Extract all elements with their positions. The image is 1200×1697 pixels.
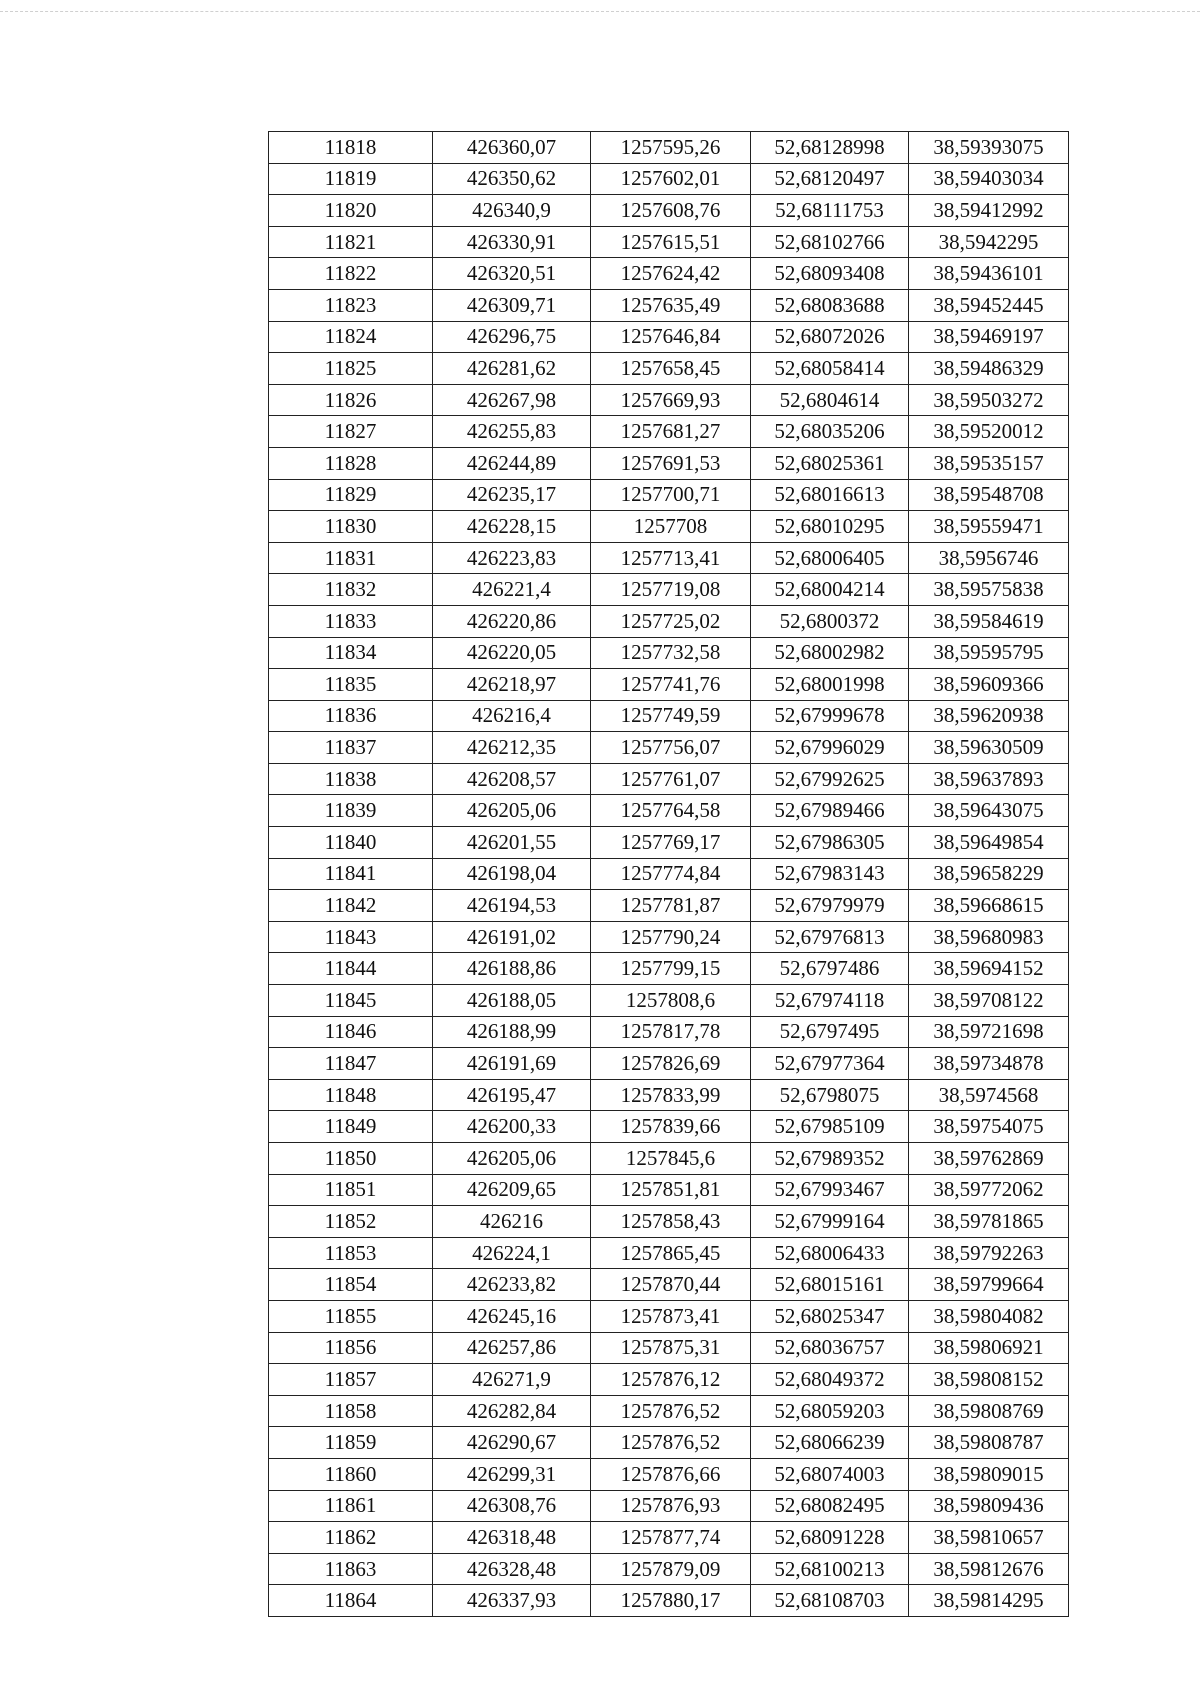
table-row bbox=[269, 511, 1069, 543]
table-row bbox=[269, 953, 1069, 985]
latitude-cell: 52,68091228 bbox=[751, 1522, 909, 1554]
y-coordinate-cell: 1257700,71 bbox=[591, 479, 751, 511]
point-number-cell: 11851 bbox=[269, 1174, 433, 1206]
longitude-cell: 38,59808152 bbox=[909, 1364, 1069, 1396]
table-row bbox=[269, 1458, 1069, 1490]
x-coordinate-cell: 426212,35 bbox=[433, 732, 591, 764]
x-coordinate-cell: 426201,55 bbox=[433, 827, 591, 859]
longitude-cell: 38,59520012 bbox=[909, 416, 1069, 448]
table-row bbox=[269, 447, 1069, 479]
y-coordinate-cell: 1257761,07 bbox=[591, 763, 751, 795]
latitude-cell: 52,67993467 bbox=[751, 1174, 909, 1206]
x-coordinate-cell: 426299,31 bbox=[433, 1458, 591, 1490]
longitude-cell: 38,59575838 bbox=[909, 574, 1069, 606]
longitude-cell: 38,59810657 bbox=[909, 1522, 1069, 1554]
x-coordinate-cell: 426209,65 bbox=[433, 1174, 591, 1206]
table-row bbox=[269, 1300, 1069, 1332]
point-number-cell: 11833 bbox=[269, 605, 433, 637]
table-row bbox=[269, 479, 1069, 511]
latitude-cell: 52,68049372 bbox=[751, 1364, 909, 1396]
y-coordinate-cell: 1257713,41 bbox=[591, 542, 751, 574]
point-number-cell: 11857 bbox=[269, 1364, 433, 1396]
x-coordinate-cell: 426267,98 bbox=[433, 384, 591, 416]
table-row bbox=[269, 669, 1069, 701]
y-coordinate-cell: 1257741,76 bbox=[591, 669, 751, 701]
latitude-cell: 52,68001998 bbox=[751, 669, 909, 701]
x-coordinate-cell: 426205,06 bbox=[433, 795, 591, 827]
x-coordinate-cell: 426308,76 bbox=[433, 1490, 591, 1522]
point-number-cell: 11855 bbox=[269, 1300, 433, 1332]
y-coordinate-cell: 1257774,84 bbox=[591, 858, 751, 890]
table-row bbox=[269, 700, 1069, 732]
table-row bbox=[269, 763, 1069, 795]
longitude-cell: 38,59809436 bbox=[909, 1490, 1069, 1522]
table-row bbox=[269, 1237, 1069, 1269]
table-row bbox=[269, 985, 1069, 1017]
y-coordinate-cell: 1257877,74 bbox=[591, 1522, 751, 1554]
x-coordinate-cell: 426360,07 bbox=[433, 132, 591, 164]
table-row bbox=[269, 289, 1069, 321]
point-number-cell: 11845 bbox=[269, 985, 433, 1017]
point-number-cell: 11847 bbox=[269, 1048, 433, 1080]
x-coordinate-cell: 426223,83 bbox=[433, 542, 591, 574]
point-number-cell: 11854 bbox=[269, 1269, 433, 1301]
x-coordinate-cell: 426220,86 bbox=[433, 605, 591, 637]
latitude-cell: 52,6798075 bbox=[751, 1079, 909, 1111]
table-row bbox=[269, 1174, 1069, 1206]
latitude-cell: 52,68035206 bbox=[751, 416, 909, 448]
latitude-cell: 52,67992625 bbox=[751, 763, 909, 795]
longitude-cell: 38,59781865 bbox=[909, 1206, 1069, 1238]
longitude-cell: 38,59393075 bbox=[909, 132, 1069, 164]
longitude-cell: 38,59620938 bbox=[909, 700, 1069, 732]
longitude-cell: 38,59792263 bbox=[909, 1237, 1069, 1269]
longitude-cell: 38,59412992 bbox=[909, 195, 1069, 227]
x-coordinate-cell: 426188,86 bbox=[433, 953, 591, 985]
latitude-cell: 52,68102766 bbox=[751, 226, 909, 258]
table-row bbox=[269, 353, 1069, 385]
y-coordinate-cell: 1257708 bbox=[591, 511, 751, 543]
latitude-cell: 52,6800372 bbox=[751, 605, 909, 637]
point-number-cell: 11852 bbox=[269, 1206, 433, 1238]
point-number-cell: 11839 bbox=[269, 795, 433, 827]
y-coordinate-cell: 1257624,42 bbox=[591, 258, 751, 290]
point-number-cell: 11844 bbox=[269, 953, 433, 985]
x-coordinate-cell: 426194,53 bbox=[433, 890, 591, 922]
longitude-cell: 38,59799664 bbox=[909, 1269, 1069, 1301]
x-coordinate-cell: 426235,17 bbox=[433, 479, 591, 511]
x-coordinate-cell: 426244,89 bbox=[433, 447, 591, 479]
point-number-cell: 11819 bbox=[269, 163, 433, 195]
point-number-cell: 11820 bbox=[269, 195, 433, 227]
point-number-cell: 11849 bbox=[269, 1111, 433, 1143]
longitude-cell: 38,59694152 bbox=[909, 953, 1069, 985]
longitude-cell: 38,59754075 bbox=[909, 1111, 1069, 1143]
point-number-cell: 11862 bbox=[269, 1522, 433, 1554]
point-number-cell: 11840 bbox=[269, 827, 433, 859]
y-coordinate-cell: 1257833,99 bbox=[591, 1079, 751, 1111]
coordinate-table bbox=[268, 131, 1069, 1617]
latitude-cell: 52,68072026 bbox=[751, 321, 909, 353]
x-coordinate-cell: 426296,75 bbox=[433, 321, 591, 353]
x-coordinate-cell: 426245,16 bbox=[433, 1300, 591, 1332]
latitude-cell: 52,68120497 bbox=[751, 163, 909, 195]
longitude-cell: 38,59762869 bbox=[909, 1143, 1069, 1175]
latitude-cell: 52,67999678 bbox=[751, 700, 909, 732]
latitude-cell: 52,68093408 bbox=[751, 258, 909, 290]
point-number-cell: 11846 bbox=[269, 1016, 433, 1048]
latitude-cell: 52,68083688 bbox=[751, 289, 909, 321]
point-number-cell: 11826 bbox=[269, 384, 433, 416]
y-coordinate-cell: 1257873,41 bbox=[591, 1300, 751, 1332]
longitude-cell: 38,59609366 bbox=[909, 669, 1069, 701]
y-coordinate-cell: 1257769,17 bbox=[591, 827, 751, 859]
x-coordinate-cell: 426318,48 bbox=[433, 1522, 591, 1554]
table-row bbox=[269, 1553, 1069, 1585]
longitude-cell: 38,59469197 bbox=[909, 321, 1069, 353]
latitude-cell: 52,68002982 bbox=[751, 637, 909, 669]
x-coordinate-cell: 426233,82 bbox=[433, 1269, 591, 1301]
y-coordinate-cell: 1257876,93 bbox=[591, 1490, 751, 1522]
point-number-cell: 11827 bbox=[269, 416, 433, 448]
longitude-cell: 38,59680983 bbox=[909, 921, 1069, 953]
longitude-cell: 38,59814295 bbox=[909, 1585, 1069, 1617]
latitude-cell: 52,68016613 bbox=[751, 479, 909, 511]
x-coordinate-cell: 426271,9 bbox=[433, 1364, 591, 1396]
latitude-cell: 52,67999164 bbox=[751, 1206, 909, 1238]
point-number-cell: 11856 bbox=[269, 1332, 433, 1364]
point-number-cell: 11822 bbox=[269, 258, 433, 290]
longitude-cell: 38,59452445 bbox=[909, 289, 1069, 321]
y-coordinate-cell: 1257691,53 bbox=[591, 447, 751, 479]
x-coordinate-cell: 426216,4 bbox=[433, 700, 591, 732]
longitude-cell: 38,59403034 bbox=[909, 163, 1069, 195]
table-row bbox=[269, 574, 1069, 606]
point-number-cell: 11824 bbox=[269, 321, 433, 353]
latitude-cell: 52,68128998 bbox=[751, 132, 909, 164]
longitude-cell: 38,59595795 bbox=[909, 637, 1069, 669]
longitude-cell: 38,59548708 bbox=[909, 479, 1069, 511]
table-row bbox=[269, 321, 1069, 353]
longitude-cell: 38,59486329 bbox=[909, 353, 1069, 385]
x-coordinate-cell: 426205,06 bbox=[433, 1143, 591, 1175]
y-coordinate-cell: 1257876,52 bbox=[591, 1427, 751, 1459]
latitude-cell: 52,68025361 bbox=[751, 447, 909, 479]
x-coordinate-cell: 426188,99 bbox=[433, 1016, 591, 1048]
coordinate-table-sheet bbox=[268, 131, 1068, 1617]
x-coordinate-cell: 426216 bbox=[433, 1206, 591, 1238]
longitude-cell: 38,59808769 bbox=[909, 1395, 1069, 1427]
latitude-cell: 52,67985109 bbox=[751, 1111, 909, 1143]
point-number-cell: 11828 bbox=[269, 447, 433, 479]
x-coordinate-cell: 426198,04 bbox=[433, 858, 591, 890]
y-coordinate-cell: 1257876,66 bbox=[591, 1458, 751, 1490]
y-coordinate-cell: 1257851,81 bbox=[591, 1174, 751, 1206]
x-coordinate-cell: 426191,02 bbox=[433, 921, 591, 953]
table-row bbox=[269, 921, 1069, 953]
table-row bbox=[269, 1395, 1069, 1427]
longitude-cell: 38,59734878 bbox=[909, 1048, 1069, 1080]
latitude-cell: 52,68036757 bbox=[751, 1332, 909, 1364]
latitude-cell: 52,67983143 bbox=[751, 858, 909, 890]
y-coordinate-cell: 1257732,58 bbox=[591, 637, 751, 669]
x-coordinate-cell: 426309,71 bbox=[433, 289, 591, 321]
x-coordinate-cell: 426340,9 bbox=[433, 195, 591, 227]
latitude-cell: 52,68111753 bbox=[751, 195, 909, 227]
table-row bbox=[269, 195, 1069, 227]
point-number-cell: 11835 bbox=[269, 669, 433, 701]
longitude-cell: 38,59535157 bbox=[909, 447, 1069, 479]
point-number-cell: 11848 bbox=[269, 1079, 433, 1111]
table-row bbox=[269, 858, 1069, 890]
y-coordinate-cell: 1257781,87 bbox=[591, 890, 751, 922]
table-row bbox=[269, 258, 1069, 290]
y-coordinate-cell: 1257615,51 bbox=[591, 226, 751, 258]
point-number-cell: 11864 bbox=[269, 1585, 433, 1617]
x-coordinate-cell: 426282,84 bbox=[433, 1395, 591, 1427]
longitude-cell: 38,59668615 bbox=[909, 890, 1069, 922]
x-coordinate-cell: 426220,05 bbox=[433, 637, 591, 669]
y-coordinate-cell: 1257817,78 bbox=[591, 1016, 751, 1048]
latitude-cell: 52,6804614 bbox=[751, 384, 909, 416]
latitude-cell: 52,6797495 bbox=[751, 1016, 909, 1048]
latitude-cell: 52,68058414 bbox=[751, 353, 909, 385]
table-row bbox=[269, 542, 1069, 574]
y-coordinate-cell: 1257635,49 bbox=[591, 289, 751, 321]
longitude-cell: 38,59772062 bbox=[909, 1174, 1069, 1206]
latitude-cell: 52,68015161 bbox=[751, 1269, 909, 1301]
longitude-cell: 38,59809015 bbox=[909, 1458, 1069, 1490]
table-row bbox=[269, 1143, 1069, 1175]
y-coordinate-cell: 1257865,45 bbox=[591, 1237, 751, 1269]
table-row bbox=[269, 163, 1069, 195]
point-number-cell: 11832 bbox=[269, 574, 433, 606]
latitude-cell: 52,68108703 bbox=[751, 1585, 909, 1617]
point-number-cell: 11829 bbox=[269, 479, 433, 511]
longitude-cell: 38,59637893 bbox=[909, 763, 1069, 795]
point-number-cell: 11821 bbox=[269, 226, 433, 258]
table-row bbox=[269, 1048, 1069, 1080]
point-number-cell: 11843 bbox=[269, 921, 433, 953]
y-coordinate-cell: 1257681,27 bbox=[591, 416, 751, 448]
table-row bbox=[269, 1111, 1069, 1143]
point-number-cell: 11841 bbox=[269, 858, 433, 890]
latitude-cell: 52,68006433 bbox=[751, 1237, 909, 1269]
longitude-cell: 38,5942295 bbox=[909, 226, 1069, 258]
x-coordinate-cell: 426337,93 bbox=[433, 1585, 591, 1617]
y-coordinate-cell: 1257669,93 bbox=[591, 384, 751, 416]
latitude-cell: 52,67996029 bbox=[751, 732, 909, 764]
table-row bbox=[269, 1427, 1069, 1459]
table-row bbox=[269, 827, 1069, 859]
longitude-cell: 38,5974568 bbox=[909, 1079, 1069, 1111]
y-coordinate-cell: 1257875,31 bbox=[591, 1332, 751, 1364]
longitude-cell: 38,59503272 bbox=[909, 384, 1069, 416]
point-number-cell: 11823 bbox=[269, 289, 433, 321]
longitude-cell: 38,59804082 bbox=[909, 1300, 1069, 1332]
x-coordinate-cell: 426200,33 bbox=[433, 1111, 591, 1143]
table-row bbox=[269, 1585, 1069, 1617]
y-coordinate-cell: 1257790,24 bbox=[591, 921, 751, 953]
x-coordinate-cell: 426281,62 bbox=[433, 353, 591, 385]
point-number-cell: 11818 bbox=[269, 132, 433, 164]
x-coordinate-cell: 426290,67 bbox=[433, 1427, 591, 1459]
x-coordinate-cell: 426208,57 bbox=[433, 763, 591, 795]
latitude-cell: 52,67989352 bbox=[751, 1143, 909, 1175]
x-coordinate-cell: 426328,48 bbox=[433, 1553, 591, 1585]
scan-top-edge bbox=[0, 11, 1200, 12]
latitude-cell: 52,68082495 bbox=[751, 1490, 909, 1522]
point-number-cell: 11836 bbox=[269, 700, 433, 732]
y-coordinate-cell: 1257839,66 bbox=[591, 1111, 751, 1143]
y-coordinate-cell: 1257764,58 bbox=[591, 795, 751, 827]
table-row bbox=[269, 1522, 1069, 1554]
longitude-cell: 38,59643075 bbox=[909, 795, 1069, 827]
y-coordinate-cell: 1257879,09 bbox=[591, 1553, 751, 1585]
y-coordinate-cell: 1257880,17 bbox=[591, 1585, 751, 1617]
table-row bbox=[269, 732, 1069, 764]
table-row bbox=[269, 605, 1069, 637]
y-coordinate-cell: 1257876,52 bbox=[591, 1395, 751, 1427]
y-coordinate-cell: 1257749,59 bbox=[591, 700, 751, 732]
x-coordinate-cell: 426221,4 bbox=[433, 574, 591, 606]
x-coordinate-cell: 426218,97 bbox=[433, 669, 591, 701]
y-coordinate-cell: 1257608,76 bbox=[591, 195, 751, 227]
point-number-cell: 11842 bbox=[269, 890, 433, 922]
y-coordinate-cell: 1257658,45 bbox=[591, 353, 751, 385]
y-coordinate-cell: 1257646,84 bbox=[591, 321, 751, 353]
x-coordinate-cell: 426320,51 bbox=[433, 258, 591, 290]
latitude-cell: 52,67979979 bbox=[751, 890, 909, 922]
latitude-cell: 52,67976813 bbox=[751, 921, 909, 953]
latitude-cell: 52,68025347 bbox=[751, 1300, 909, 1332]
coordinate-table-body bbox=[269, 132, 1069, 1617]
y-coordinate-cell: 1257845,6 bbox=[591, 1143, 751, 1175]
x-coordinate-cell: 426257,86 bbox=[433, 1332, 591, 1364]
y-coordinate-cell: 1257595,26 bbox=[591, 132, 751, 164]
x-coordinate-cell: 426191,69 bbox=[433, 1048, 591, 1080]
latitude-cell: 52,68059203 bbox=[751, 1395, 909, 1427]
latitude-cell: 52,68006405 bbox=[751, 542, 909, 574]
longitude-cell: 38,59436101 bbox=[909, 258, 1069, 290]
point-number-cell: 11834 bbox=[269, 637, 433, 669]
y-coordinate-cell: 1257719,08 bbox=[591, 574, 751, 606]
point-number-cell: 11858 bbox=[269, 1395, 433, 1427]
point-number-cell: 11850 bbox=[269, 1143, 433, 1175]
longitude-cell: 38,59559471 bbox=[909, 511, 1069, 543]
latitude-cell: 52,68066239 bbox=[751, 1427, 909, 1459]
latitude-cell: 52,68074003 bbox=[751, 1458, 909, 1490]
point-number-cell: 11863 bbox=[269, 1553, 433, 1585]
point-number-cell: 11825 bbox=[269, 353, 433, 385]
y-coordinate-cell: 1257858,43 bbox=[591, 1206, 751, 1238]
x-coordinate-cell: 426255,83 bbox=[433, 416, 591, 448]
y-coordinate-cell: 1257808,6 bbox=[591, 985, 751, 1017]
point-number-cell: 11859 bbox=[269, 1427, 433, 1459]
table-row bbox=[269, 890, 1069, 922]
y-coordinate-cell: 1257725,02 bbox=[591, 605, 751, 637]
y-coordinate-cell: 1257826,69 bbox=[591, 1048, 751, 1080]
longitude-cell: 38,5956746 bbox=[909, 542, 1069, 574]
x-coordinate-cell: 426350,62 bbox=[433, 163, 591, 195]
longitude-cell: 38,59584619 bbox=[909, 605, 1069, 637]
latitude-cell: 52,6797486 bbox=[751, 953, 909, 985]
table-row bbox=[269, 416, 1069, 448]
longitude-cell: 38,59630509 bbox=[909, 732, 1069, 764]
table-row bbox=[269, 226, 1069, 258]
x-coordinate-cell: 426195,47 bbox=[433, 1079, 591, 1111]
point-number-cell: 11831 bbox=[269, 542, 433, 574]
x-coordinate-cell: 426188,05 bbox=[433, 985, 591, 1017]
longitude-cell: 38,59812676 bbox=[909, 1553, 1069, 1585]
point-number-cell: 11838 bbox=[269, 763, 433, 795]
table-row bbox=[269, 132, 1069, 164]
table-row bbox=[269, 1364, 1069, 1396]
point-number-cell: 11860 bbox=[269, 1458, 433, 1490]
table-row bbox=[269, 1016, 1069, 1048]
latitude-cell: 52,67986305 bbox=[751, 827, 909, 859]
latitude-cell: 52,68100213 bbox=[751, 1553, 909, 1585]
longitude-cell: 38,59649854 bbox=[909, 827, 1069, 859]
longitude-cell: 38,59806921 bbox=[909, 1332, 1069, 1364]
y-coordinate-cell: 1257602,01 bbox=[591, 163, 751, 195]
y-coordinate-cell: 1257799,15 bbox=[591, 953, 751, 985]
x-coordinate-cell: 426228,15 bbox=[433, 511, 591, 543]
y-coordinate-cell: 1257870,44 bbox=[591, 1269, 751, 1301]
table-row bbox=[269, 1490, 1069, 1522]
table-row bbox=[269, 1206, 1069, 1238]
table-row bbox=[269, 795, 1069, 827]
longitude-cell: 38,59721698 bbox=[909, 1016, 1069, 1048]
latitude-cell: 52,68004214 bbox=[751, 574, 909, 606]
table-row bbox=[269, 1079, 1069, 1111]
latitude-cell: 52,67989466 bbox=[751, 795, 909, 827]
latitude-cell: 52,67977364 bbox=[751, 1048, 909, 1080]
table-row bbox=[269, 637, 1069, 669]
y-coordinate-cell: 1257756,07 bbox=[591, 732, 751, 764]
x-coordinate-cell: 426330,91 bbox=[433, 226, 591, 258]
longitude-cell: 38,59808787 bbox=[909, 1427, 1069, 1459]
point-number-cell: 11861 bbox=[269, 1490, 433, 1522]
point-number-cell: 11837 bbox=[269, 732, 433, 764]
table-row bbox=[269, 384, 1069, 416]
longitude-cell: 38,59708122 bbox=[909, 985, 1069, 1017]
latitude-cell: 52,68010295 bbox=[751, 511, 909, 543]
point-number-cell: 11830 bbox=[269, 511, 433, 543]
table-row bbox=[269, 1332, 1069, 1364]
point-number-cell: 11853 bbox=[269, 1237, 433, 1269]
y-coordinate-cell: 1257876,12 bbox=[591, 1364, 751, 1396]
x-coordinate-cell: 426224,1 bbox=[433, 1237, 591, 1269]
latitude-cell: 52,67974118 bbox=[751, 985, 909, 1017]
table-row bbox=[269, 1269, 1069, 1301]
longitude-cell: 38,59658229 bbox=[909, 858, 1069, 890]
